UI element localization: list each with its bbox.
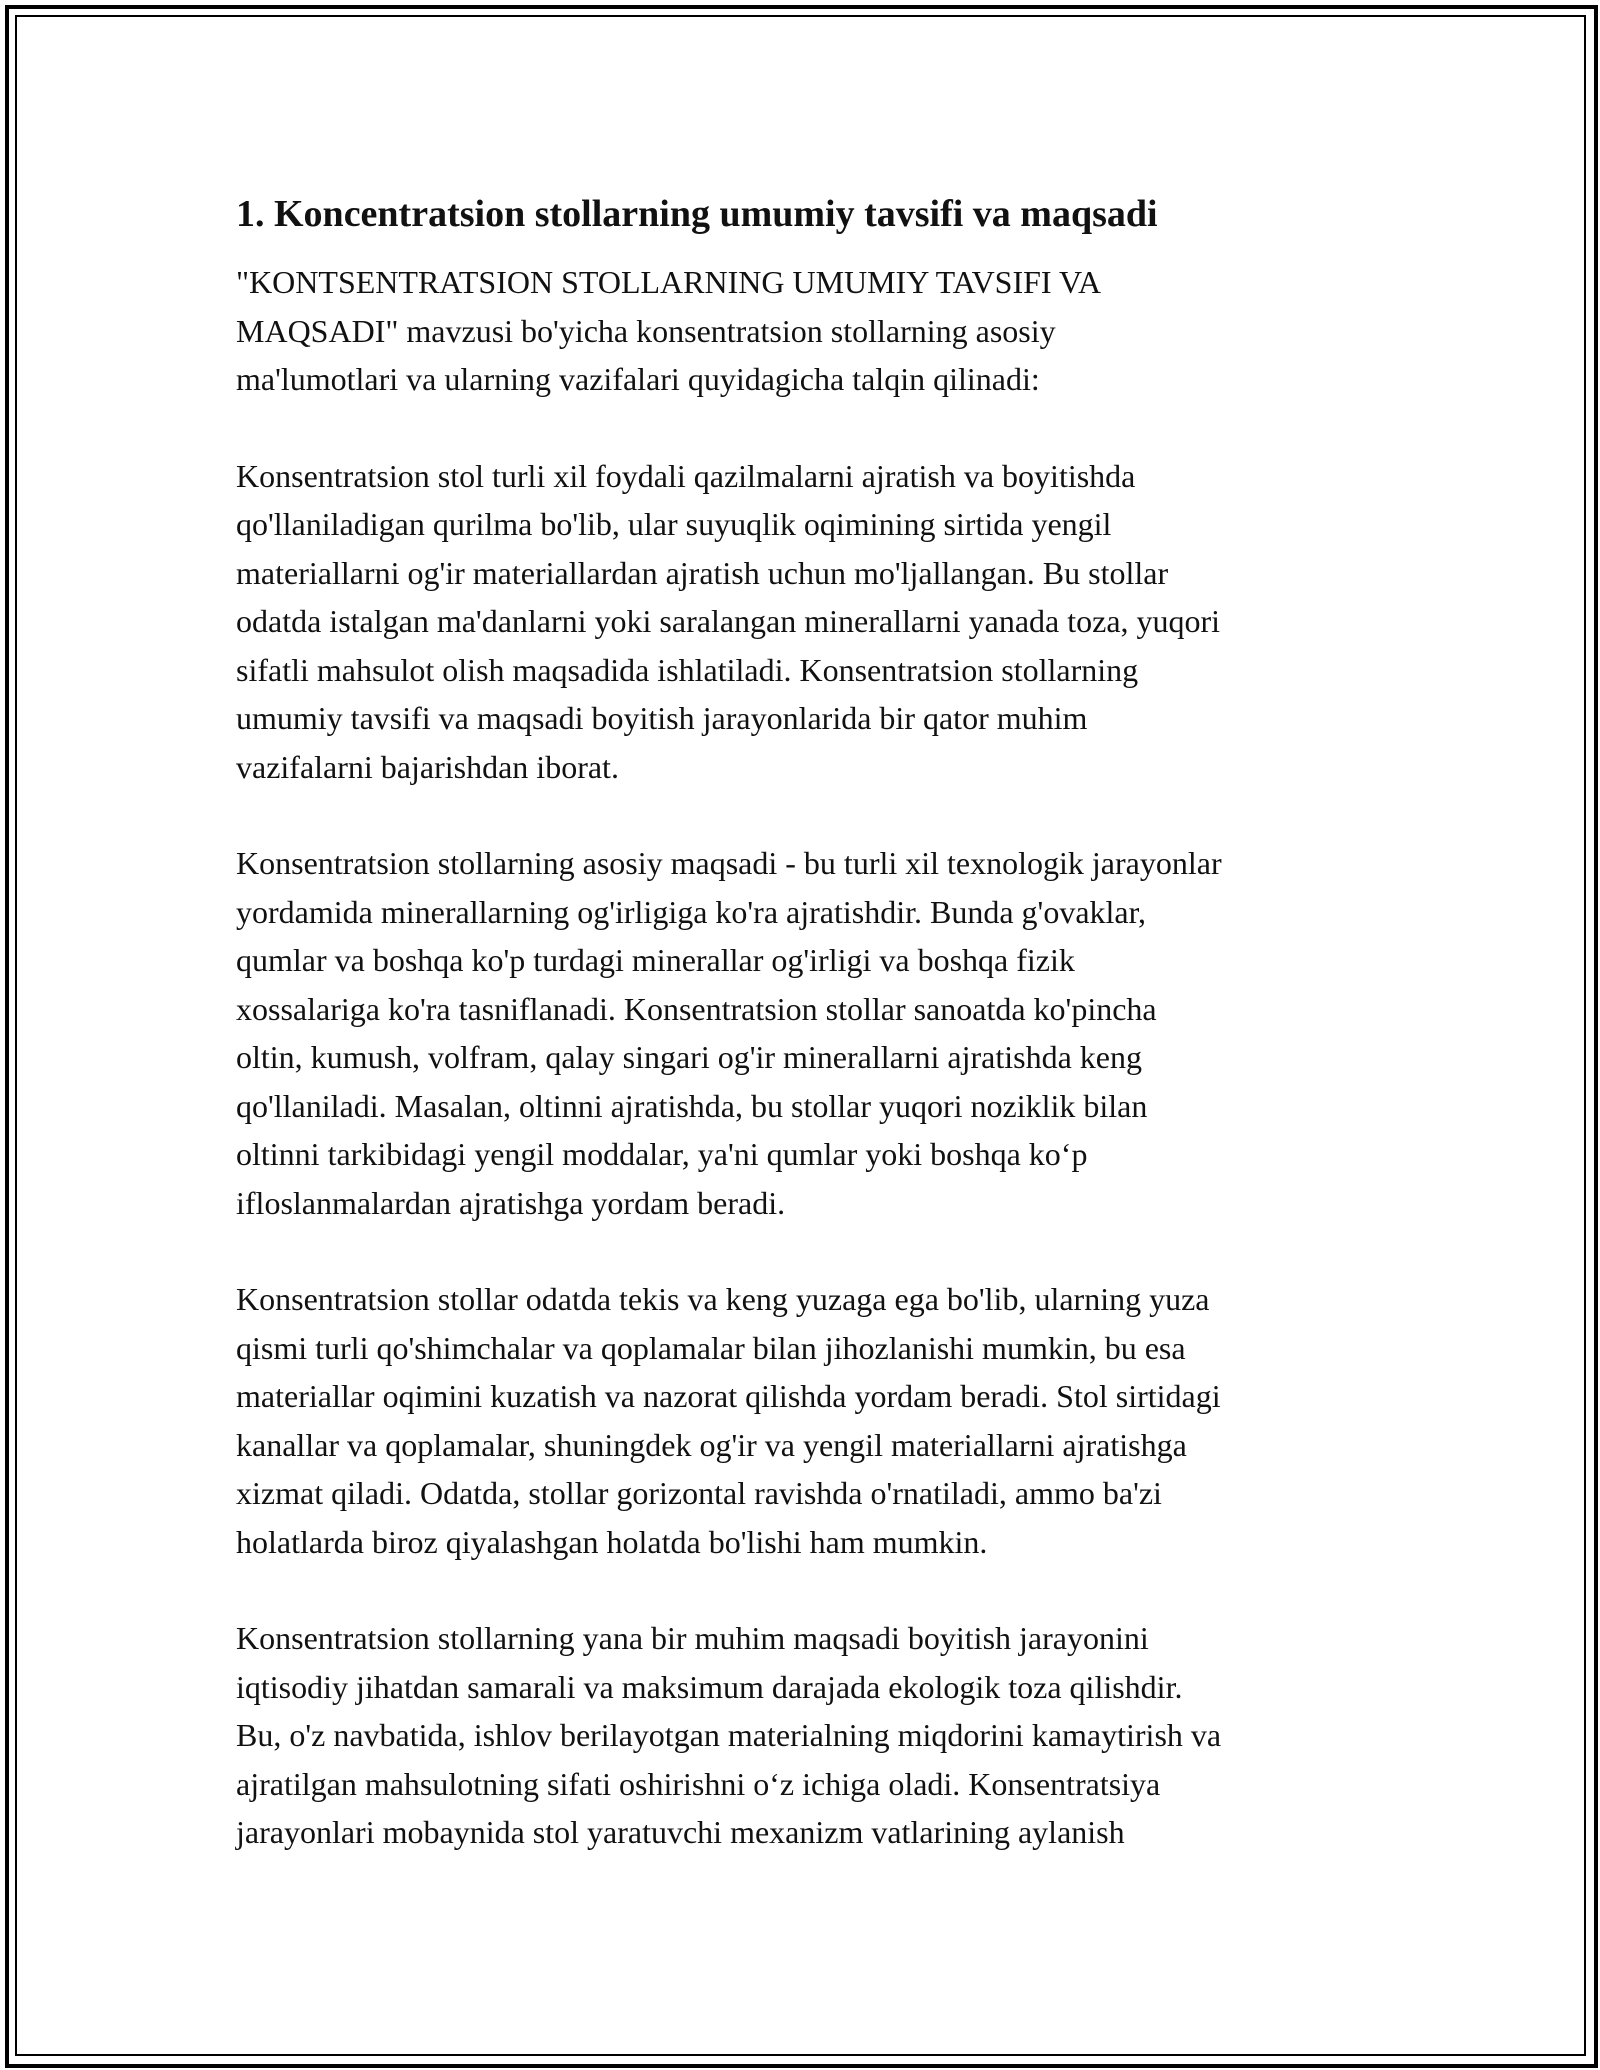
intro-paragraph: "KONTSENTRATSION STOLLARNING UMUMIY TAVSIFI VA MAQSADI" mavzusi bo'yicha konsentratsion stollarning asosiy ma'lumotlari va ularning vazifalari quyidagicha talqin qilinadi: — [236, 264, 1102, 397]
section-heading: 1. Koncentratsion stollarning umumiy tavsifi va maqsadi — [236, 193, 1158, 235]
purpose-paragraph: Konsentratsion stollarning asosiy maqsadi - bu turli xil texnologik jarayonlar yordamida minerallarning og'irligiga ko'ra ajratishdir. Bunda g'ovaklar, qumlar va boshqa ko'p turdagi minerallar og'irligi va boshqa fizik xossalariga ko'ra tasniflanadi. Konsentratsion stollar sanoatda ko'pincha oltin, kumush, volfram, qalay singari og'ir minerallarni ajratishda keng qo'llaniladi. Masalan, oltinni ajratishda, bu stollar yuqori noziklik bilan oltinni tarkibidagi yengil moddalar, ya'ni qumlar yoki boshqa ko‘p ifloslanmalardan ajratishga yordam beradi. — [236, 845, 1222, 1221]
structure-paragraph: Konsentratsion stollar odatda tekis va keng yuzaga ega bo'lib, ularning yuza qismi turli qo'shimchalar va qoplamalar bilan jihozlanishi mumkin, bu esa materiallar oqimini kuzatish va nazorat qilishda yordam beradi. Stol sirtidagi kanallar va qoplamalar, shuningdek og'ir va yengil materiallarni ajratishga xizmat qiladi. Odatda, stollar gorizontal ravishda o'rnatiladi, ammo ba'zi holatlarda biroz qiyalashgan holatda bo'lishi ham mumkin. — [236, 1281, 1221, 1560]
efficiency-paragraph: Konsentratsion stollarning yana bir muhim maqsadi boyitish jarayonini iqtisodiy jihatdan samarali va maksimum darajada ekologik toza qilishdir. Bu, o'z navbatida, ishlov berilayotgan materialning miqdorini kamaytirish va ajratilgan mahsulotning sifati oshirishni o‘z ichiga oladi. Konsentratsiya jarayonlari mobaynida stol yaratuvchi mexanizm vatlarining aylanish — [236, 1620, 1222, 1850]
document-body — [236, 190, 1376, 1905]
definition-paragraph: Konsentratsion stol turli xil foydali qazilmalarni ajratish va boyitishda qo'llaniladigan qurilma bo'lib, ular suyuqlik oqimining sirtida yengil materiallarni og'ir materiallardan ajratish uchun mo'ljallangan. Bu stollar odatda istalgan ma'danlarni yoki saralangan minerallarni yanada toza, yuqori sifatli mahsulot olish maqsadida ishlatiladi. Konsentratsion stollarning umumiy tavsifi va maqsadi boyitish jarayonlarida bir qator muhim vazifalarni bajarishdan iborat. — [236, 457, 1221, 785]
